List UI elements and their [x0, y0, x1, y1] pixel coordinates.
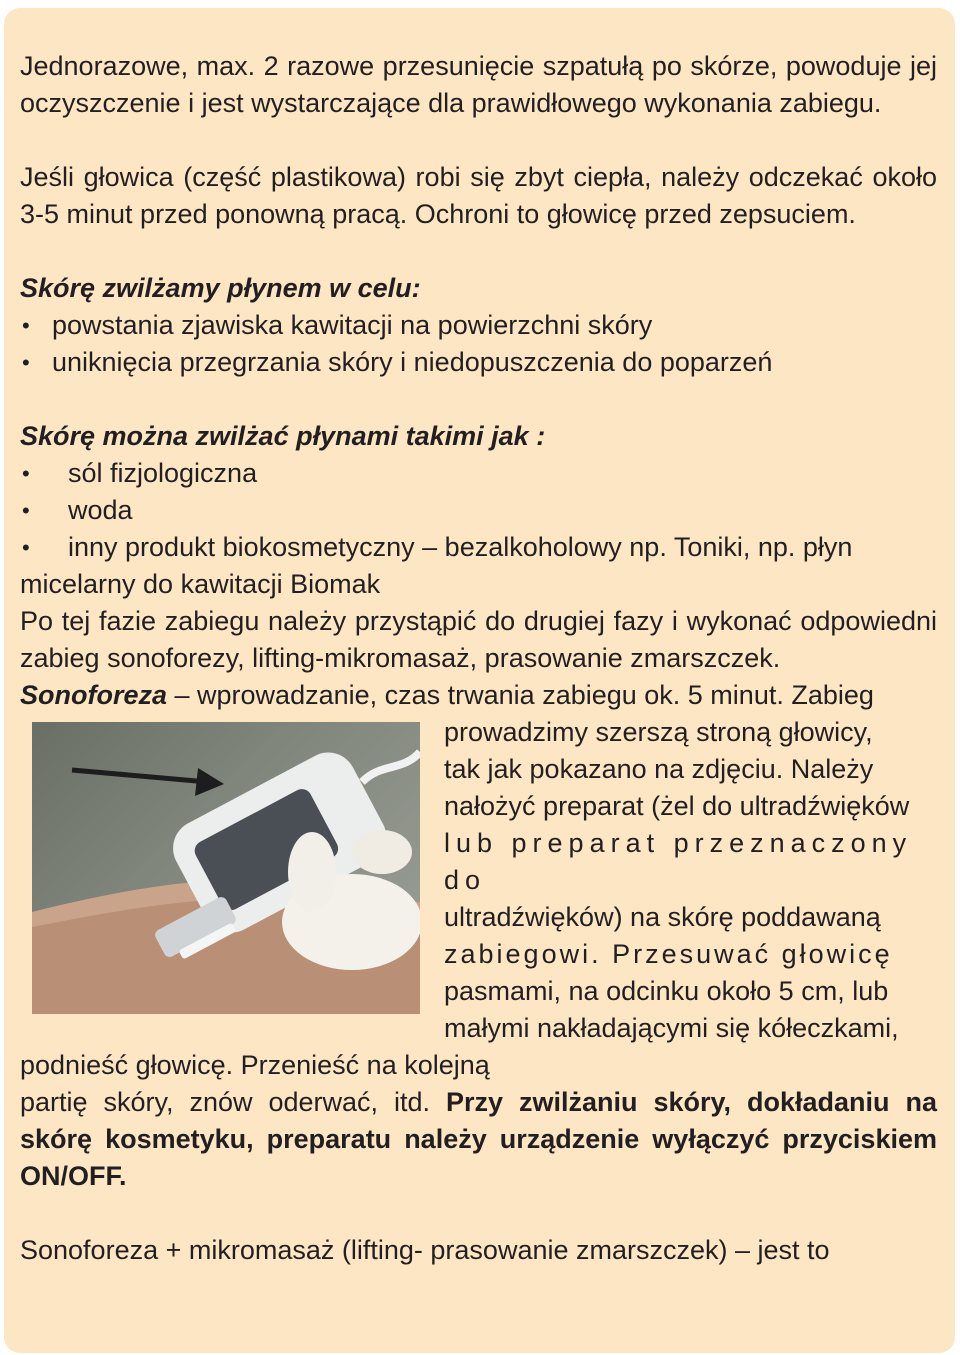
list-item: • inny produkt biokosmetyczny – bezalkoholowy np. Toniki, np. płyn [20, 529, 937, 566]
sonoforeza-intro: Sonoforeza – wprowadzanie, czas trwania zabiegu ok. 5 minut. Zabieg [20, 680, 874, 710]
wrap-line: małymi nakładającymi się kółeczkami, [444, 1013, 899, 1043]
content-panel [4, 8, 955, 1353]
list-item: • uniknięcia przegrzania skóry i niedopuszczenia do poparzeń [20, 344, 937, 381]
list-item: • woda [20, 492, 937, 529]
device-photo [32, 722, 420, 1014]
bullet-icon: • [22, 313, 30, 338]
wrap-line: pasmami, na odcinku około 5 cm, lub [444, 976, 889, 1006]
list-item: • sól fizjologiczna [20, 455, 937, 492]
wrap-line: tak jak pokazano na zdjęciu. Należy [444, 754, 874, 784]
wrap-line: podnieść głowicę. Przenieść na kolejną [20, 1050, 490, 1080]
bullet-icon: • [22, 498, 30, 523]
wrap-line: prowadzimy szerszą stroną głowicy, [444, 717, 873, 747]
term-sonoforeza: Sonoforeza [20, 680, 168, 710]
document-body [20, 48, 937, 1269]
list-item: • powstania zjawiska kawitacji na powierzchni skóry [20, 307, 937, 344]
wrap-line: zabiegowi. Przesuwać głowicę [444, 939, 893, 969]
warning-switch-off: Przy zwilżaniu skóry, dokładaniu na skórę kosmetyku, preparatu należy urządzenie wyłączyć przyciskiem ON/OFF. [20, 1087, 937, 1191]
wrap-line: lub preparat przeznaczony do [444, 828, 913, 895]
bullet-icon: • [22, 461, 30, 486]
bullet-icon: • [22, 535, 30, 560]
paragraph-last: Sonoforeza + mikromasaż (lifting- prasowanie zmarszczek) – jest to [20, 1235, 830, 1265]
paragraph-second-phase: Po tej fazie zabiegu należy przystąpić do drugiej fazy i wykonać odpowiedni zabieg sonoforezy, lifting-mikromasaż, prasowanie zmarszczek. [20, 606, 937, 673]
paragraph-overheat: Jeśli głowica (część plastikowa) robi się zbyt ciepła, należy odczekać około 3-5 minut przed ponowną pracą. Ochroni to głowicę przed zepsuciem. [20, 162, 937, 229]
heading-moisten-liquids: Skórę można zwilżać płynami takimi jak : [20, 421, 546, 451]
list-item-continuation: micelarny do kawitacji Biomak [20, 569, 381, 599]
ultrasound-device-illustration [32, 722, 420, 1014]
paragraph-sonoforeza-tail: partię skóry, znów oderwać, itd. Przy zwilżaniu skóry, dokładaniu na skórę kosmetyku, preparatu należy urządzenie wyłączyć przyciskiem ON/OFF. [20, 1087, 937, 1191]
heading-moisten-purpose: Skórę zwilżamy płynem w celu: [20, 273, 421, 303]
photo-text-block [20, 714, 937, 1084]
paragraph-spatula: Jednorazowe, max. 2 razowe przesunięcie szpatułą po skórze, powoduje jej oczyszczenie i jest wystarczające dla prawidłowego wykonania zabiegu. [20, 51, 937, 118]
wrap-line: nałożyć preparat (żel do ultradźwięków [444, 791, 910, 821]
wrap-line: ultradźwięków) na skórę poddawaną [444, 902, 881, 932]
bullet-icon: • [22, 350, 30, 375]
